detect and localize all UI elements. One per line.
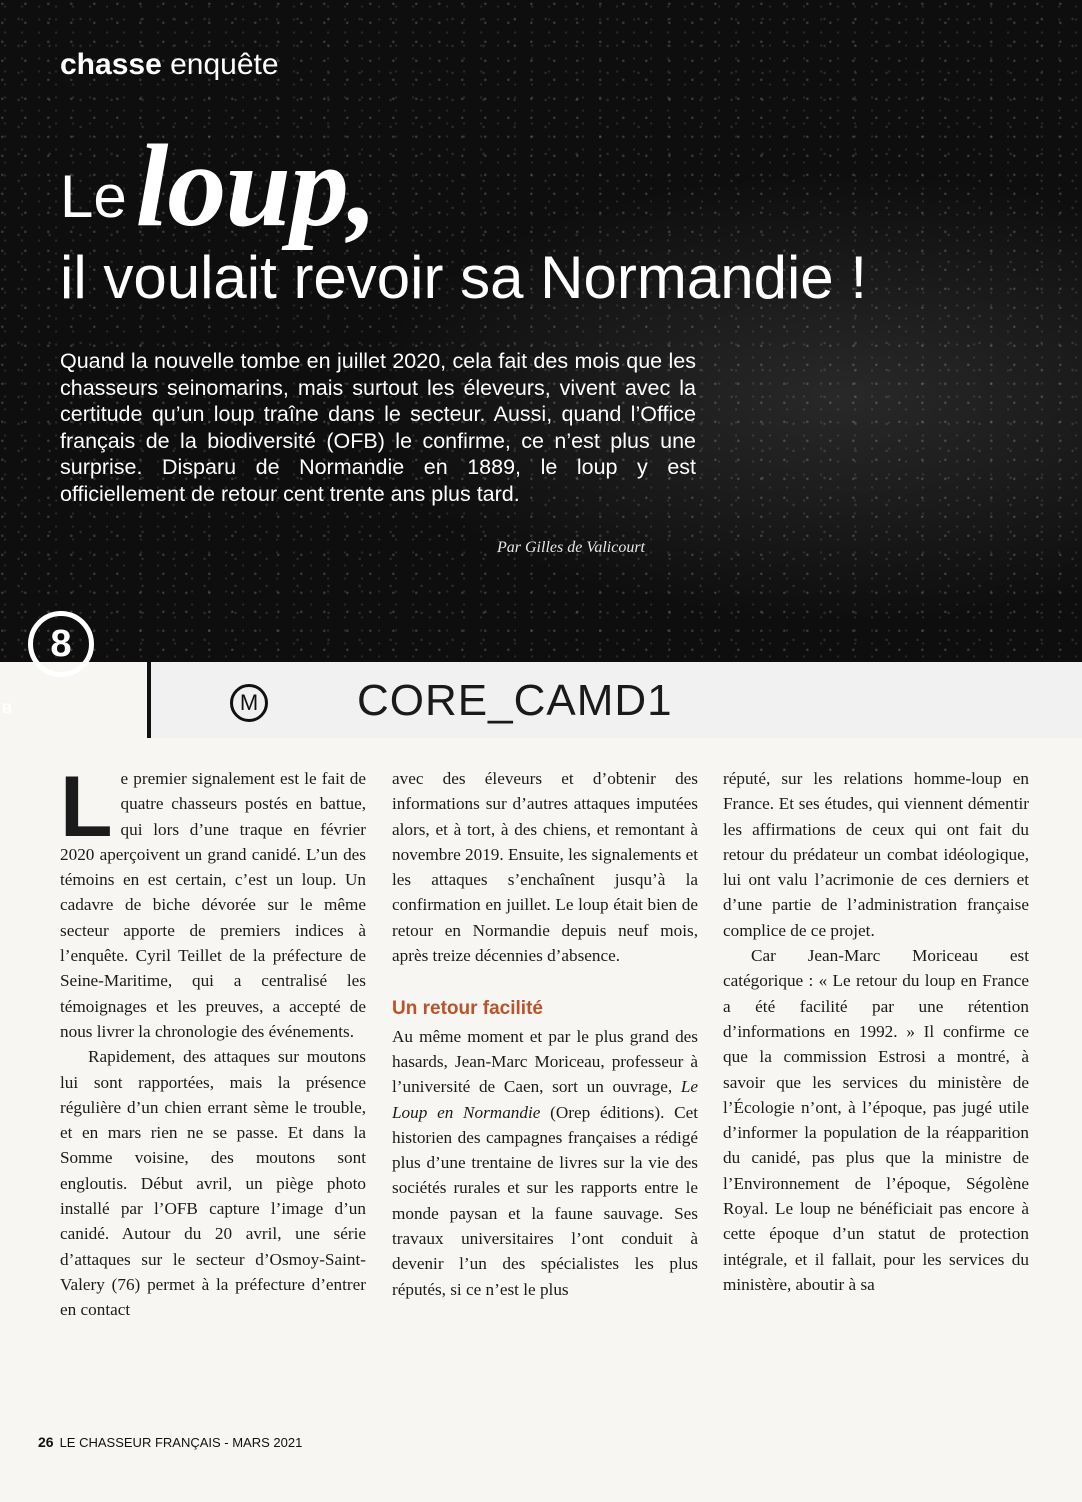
article-column-3 <box>723 766 1029 1297</box>
paragraph-text: Au même moment et par le plus grand des hasards, Jean-Marc Moriceau, professeur à l’université de Caen, sort un ouvrage, <box>392 1026 698 1097</box>
paragraph: Rapidement, des attaques sur moutons lui sont rapportées, mais la présence régulière d’un chien errant sème le trouble, et en mars rien ne se passe. Et dans la Somme voisine, des moutons sont engloutis. Début avril, un piège photo installé par l’OFB capture l’image d’un canidé. Autour du 20 avril, une série d’attaques sur le secteur d’Osmoy-Saint-Valery (76) permet à la préfecture d’entrer en contact <box>60 1047 366 1320</box>
page-footer <box>38 1434 302 1450</box>
article-column-2 <box>392 766 698 1302</box>
article-title <box>60 118 867 310</box>
paragraph-text: e premier signalement est le fait de quatre chasseurs postés en battue, qui lors d’une traque en février 2020 aperçoivent un grand canidé. L’un des témoins en est certain, c’est un loup. Un cadavre de biche dévorée sur le même secteur apporte de premiers indices à l’enquête. Cyril Teillet de la préfecture de Seine-Maritime, qui a centralisé les témoignages et les preuves, a accepté de nous livrer la chronologie des événements. <box>60 769 366 1041</box>
article-lede: Quand la nouvelle tombe en juillet 2020, cela fait des mois que les chasseurs seinomarins, mais surtout les éleveurs, vivent avec la certitude qu’un loup traîne dans le secteur. Aussi, quand l’Office français de la biodiversité (OFB) le confirme, ce n’est plus une surprise. Disparu de Normandie en 1889, le loup y est officiellement de retour cent trente ans plus tard. <box>60 349 696 506</box>
drop-cap: L <box>60 759 113 855</box>
title-line-2: il voulait revoir sa Normandie ! <box>60 244 867 311</box>
paragraph <box>60 759 366 1044</box>
banner-code: CORE_CAMD1 <box>357 676 673 725</box>
article-column-1 <box>60 759 366 1323</box>
paragraph: réputé, sur les relations homme-loup en France. Et ses études, qui viennent démentir les affirmations de ceux qui ont fait du retour du prédateur un combat idéologique, lui ont valu l’acrimonie de ces derniers et d’une partie de l’administration française complice de ce projet. <box>723 769 1029 940</box>
title-word-le: Le <box>60 163 127 230</box>
paragraph-text: (Orep éditions). Cet historien des campagnes françaises a rédigé plus d’une trentaine de livres sur la vie des sociétés rurales et sur les rapports entre le monde paysan et la faune sauvage. Ses travaux universitaires l’ont conduit à devenir l’un des spécialistes les plus réputés, si ce n’est le plus <box>392 1102 698 1299</box>
paragraph: avec des éleveurs et d’obtenir des informations sur d’autres attaques imputées alors, et à tort, à des chiens, et remontant à novembre 2019. Ensuite, les signalements et les attaques s’enchaînent jusqu’à la confirmation en juillet. Le loup était bien de retour en Normandie depuis neuf mois, après treize décennies d’absence. <box>392 769 698 966</box>
kicker-rubric: chasse <box>60 48 162 81</box>
book-title: Le Loup en Normandie <box>392 1077 698 1122</box>
hero-background <box>0 0 1082 662</box>
paragraph <box>392 1024 698 1302</box>
kicker-section: enquête <box>170 48 279 81</box>
watermark-banner <box>147 662 1082 738</box>
publication-name: LE CHASSEUR FRANÇAIS - MARS 2021 <box>59 1435 303 1450</box>
paragraph: Car Jean-Marc Moriceau est catégorique : « Le retour du loup en France a été facilité par une rétention d’informations en 1992. » Il confirme ce que la commission Estrosi a montré, à savoir que les services du ministère de l’Écologie n’ont, à l’époque, pas jugé utile d’informer la population de la réapparition du canidé, pas plus que la ministre de l’Environnement de l’époque, Ségolène Royal. Le loup ne bénéficiait pas encore à cette époque d’un statut de protection intégrale, et il fallait, pour les services du ministère, aboutir à sa <box>723 946 1029 1294</box>
channel-badge-icon: 8 <box>28 611 94 677</box>
banner-circle-icon: M <box>230 684 268 722</box>
byline: Par Gilles de Valicourt <box>497 539 645 556</box>
section-kicker <box>60 48 279 82</box>
section-subheading: Un retour facilité <box>392 998 543 1020</box>
page-number: 26 <box>38 1434 54 1450</box>
title-word-loup: loup, <box>135 120 377 251</box>
badge-side-label: B <box>2 700 13 716</box>
